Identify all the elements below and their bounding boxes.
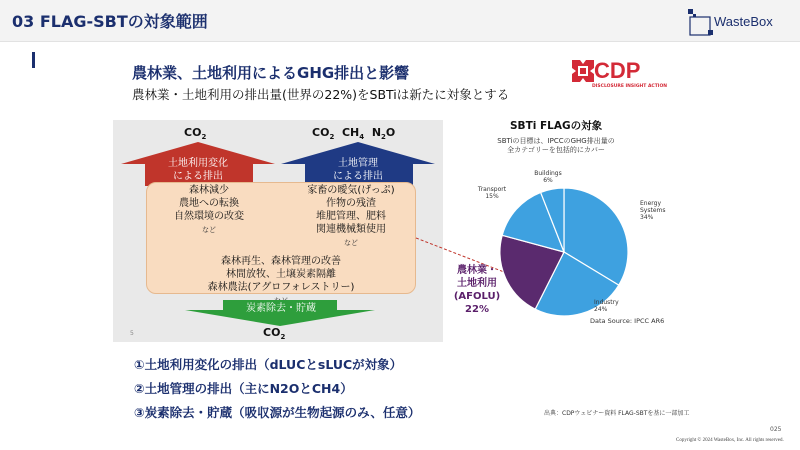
slide-title: 03 FLAG-SBTの対象範囲 xyxy=(12,12,208,31)
logo-text: WasteBox xyxy=(714,14,773,29)
pie-title: SBTi FLAGの対象 xyxy=(510,120,603,132)
page-number: 025 xyxy=(770,426,782,433)
main-subtitle: 農林業・土地利用の排出量(世界の22%)をSBTiは新たに対象とする xyxy=(132,87,510,102)
cdp-tagline: DISCLOSURE INSIGHT ACTION xyxy=(592,84,668,89)
pie-label-buildings: Buildings 6% xyxy=(534,170,562,184)
land-management-list: 家畜の曖気(げっぷ) 作物の残渣 堆肥管理、肥料 関連機械類使用 など xyxy=(307,185,395,247)
land-use-change-list: 森林減少 農地への転換 自然環境の改変 など xyxy=(174,185,244,234)
gas-bottom: $CO_2$ xyxy=(263,326,286,342)
wastebox-logo-icon xyxy=(684,6,716,38)
pie-label-afolu: 農林業・ 土地利用 (AFOLU) 22% xyxy=(453,265,501,315)
diagram-page-mark: 5 xyxy=(130,330,134,337)
main-title: 農林業、土地利用によるGHG排出と影響 xyxy=(132,64,410,82)
wastebox-logo xyxy=(684,6,784,38)
pie-label-industry: Industry 24% xyxy=(594,299,619,313)
pie-description: SBTiの目標は、IPCCのGHG排出量の 全カテゴリーを包括的にカバー xyxy=(497,137,615,154)
data-source: Data Source: IPCC AR6 xyxy=(590,317,665,325)
cdp-logo xyxy=(572,58,672,98)
pie-label-energy: Energy Systems 34% xyxy=(640,200,666,221)
bullet-carbon-removal: ③炭素除去・貯蔵（吸収源が生物起源のみ、任意） xyxy=(134,405,421,420)
bullet-land-management: ②土地管理の排出（主にN2OとCH4） xyxy=(134,381,353,396)
arrow-left-label: 土地利用変化 による排出 xyxy=(168,158,228,182)
gas-left: $CO_2$ xyxy=(184,126,207,142)
reference-note: 出典：CDPウェビナー資料 FLAG-SBTを基に一部加工 xyxy=(544,410,690,417)
cdp-logo-icon xyxy=(572,60,594,84)
copyright: Copyright © 2024 WasteBox, Inc. All rights reserved. xyxy=(676,438,784,443)
arrow-down-label: 炭素除去・貯蔵 xyxy=(246,303,316,314)
cdp-wordmark: CDP xyxy=(594,58,641,83)
carbon-removal-list: 森林再生、森林管理の改善 林間放牧、土壌炭素隔離 森林農法(アグロフォレストリー) xyxy=(207,256,355,293)
arrow-right-label: 土地管理 による排出 xyxy=(333,158,383,182)
gas-right: $CO_2$ $CH_4$ $N_2O$ xyxy=(312,126,396,142)
accent-bar xyxy=(32,52,35,68)
pie-label-transport: Transport 15% xyxy=(477,186,507,200)
bullet-land-use-change: ①土地利用変化の排出（dLUCとsLUCが対象） xyxy=(134,357,403,372)
